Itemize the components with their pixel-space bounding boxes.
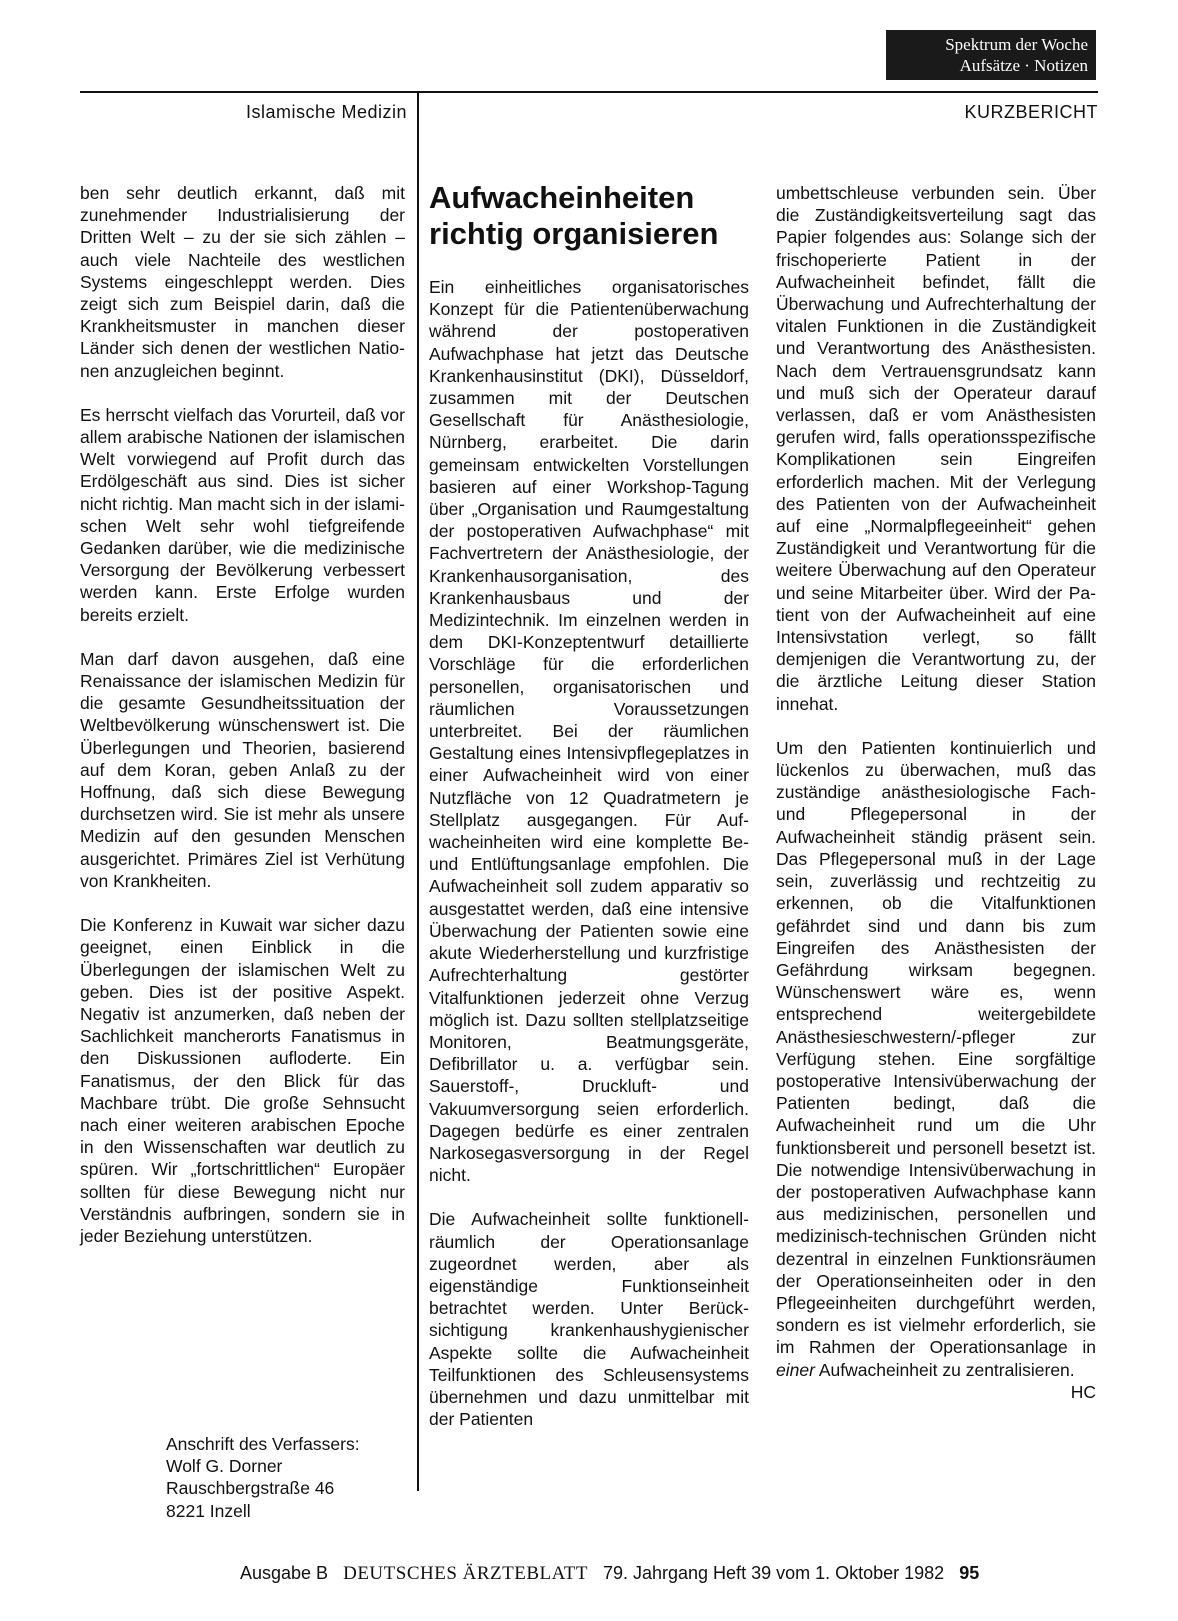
- address-street: Rauschbergstraße 46: [166, 1478, 335, 1499]
- address-city: 8221 Inzell: [166, 1500, 251, 1521]
- paragraph: Die Konferenz in Kuwait war sicher dazu geeignet, einen Einblick in die Überlegungen der islamischen Welt zu geben. Dies ist der positive Aspekt. Negativ ist anzumerken, daß neben der Sachlichkeit mancherorts Fanatismus in den Diskussionen aufloderte. Ein Fanatismus, der den Blick für das Machbare trübt. Die große Sehnsucht nach einer weiteren arabischen Epoche in den Wissenschaften war deutlich zu spüren. Wir „fortschrittlichen“ Europäer sollten für diese Bewegung nicht nur Verständnis aufbringen, sondern sie in jeder Beziehung unterstützen.: [80, 915, 405, 1246]
- paragraph: Man darf davon ausgehen, daß eine Renaissance der islamischen Medizin für die gesamte Gesundheitssituation der Weltbevölkerung wünschenswert ist. Die Überlegungen und Theorien, basierend auf dem Koran, geben Anlaß zu der Hoffnung, daß sich diese Bewegung durchsetzen wird. Sie ist mehr als unsere Medizin auf den gesunden Menschen ausgerichtet. Primäres Ziel ist Verhütung von Krankheiten.: [80, 648, 405, 891]
- badge-line-2: Aufsätze · Notizen: [959, 56, 1088, 75]
- paragraph: umbettschleuse verbunden sein. Über die Zuständigkeitsverteilung sagt das Papier folgendes aus: Solange sich der frischoperierte Patient in der Aufwacheinheit befindet, fällt die Überwachung und Aufrechterhaltung der vitalen Funktionen in die Zuständigkeit und Verantwortung des Anästhesisten. Nach dem Vertrauensgrundsatz kann und muß sich der Operateur darauf verlassen, daß er vom Anästhesisten gerufen wird, falls operationsspezifische Komplikationen sein Eingreifen erforderlich machen. Mit der Verlegung des Patienten von der Aufwacheinheit auf eine „Normalpflegeeinheit“ gehen Zuständigkeit und Verantwortung für die weitere Überwachung auf den Operateur und seine Mitarbeiter über. Wird der Patient von der Aufwacheinheit auf eine Intensivstation verlegt, so fällt demjenigen die Verantwortung zu, der die ärztliche Leitung dieser Station innehat.: [776, 183, 1096, 714]
- paragraph: Die Aufwacheinheit sollte funktionell-räumlich der Operationsanlage zugeordnet werden, aber als eigenständige Funktionseinheit betrachtet werden. Unter Berücksichtigung krankenhaushygienischer Aspekte sollte die Aufwacheinheit Teilfunktionen des Schleusensystems übernehmen und dazu unmittelbar mit der Patienten: [429, 1209, 749, 1430]
- magazine-name: DEUTSCHES ÄRZTEBLATT: [343, 1563, 588, 1584]
- emphasis: einer: [776, 1359, 815, 1380]
- edition-label: Ausgabe B: [240, 1563, 329, 1583]
- paragraph: [776, 737, 1096, 1402]
- author-address: [166, 1433, 426, 1522]
- section-badge: [886, 30, 1096, 80]
- short-report-column-1: [429, 276, 749, 1452]
- section-title-right: KURZBERICHT: [964, 102, 1098, 122]
- paragraph-text: Um den Patienten kontinuierlich und lückenlos zu überwachen, muß das zuständige anästhesiologische Fach- und Pflegepersonal in der Aufwacheinheit ständig präsent sein. Das Pflegepersonal muß in der Lage sein, zuverlässig und rechtzeitig zu erkennen, ob die Vitalfunktionen gefährdet sind und dann bis zum Eingreifen des Anästhesisten der Gefährdung wirksam begegnen. Wünschenswert wäre es, wenn entsprechend weitergebildete Anästhesieschwestern/-pfleger zur Verfügung stehen. Eine sorgfältige postoperative Intensivüberwachung der Patienten bedingt, daß die Aufwacheinheit rund um die Uhr funktionsbereit und personell besetzt ist. Die notwendige Intensivüberwachung in der postoperativen Aufwachphase kann aus medizinischen, personellen und medizinisch-technischen Gründen nicht dezentral in einzelnen Funktionsräumen der Operationseinheiten oder in den Pflegeeinheiten durchgeführt werden, sondern es ist vielmehr erforderlich, sie im Rahmen der Operationsanlage in: [776, 737, 1096, 1358]
- paragraph: Es herrscht vielfach das Vorurteil, daß vor allem arabische Nationen der islamischen Welt vorwiegend auf Profit durch das Erdölgeschäft aus sind. Dies ist sicher nicht richtig. Man macht sich in der islamischen Welt sehr wohl tiefgreifende Gedanken darüber, wie die medizinische Versorgung der Bevölkerung verbessert werden kann. Erste Erfolge wurden bereits erzielt.: [80, 404, 405, 625]
- article-continuation-column: [80, 182, 405, 1269]
- address-label: Anschrift des Verfassers:: [166, 1434, 360, 1454]
- author-name: Wolf G. Dorner: [166, 1456, 283, 1477]
- author-initials: HC: [1070, 1381, 1096, 1402]
- article-headline: Aufwacheinheiten richtig organisieren: [429, 180, 719, 251]
- page-number: 95: [959, 1563, 980, 1583]
- paragraph: Ein einheitliches organisatorisches Konzept für die Patientenüberwachung während der postoperativen Aufwachphase hat jetzt das Deutsche Krankenhausinstitut (DKI), Düsseldorf, zusammen mit der Deutschen Gesellschaft für Anästhesiologie, Nürnberg, erarbeitet. Die darin gemeinsam entwickelten Vorstellungen basieren auf einer Workshop-Tagung über „Organisation und Raumgestaltung der postoperativen Aufwachphase“ mit Fachvertretern der Anästhesiologie, der Krankenhausorganisation, des Krankenhausbaus und der Medizintechnik. Im einzelnen werden in dem DKI-Konzeptentwurf detaillierte Vorschläge für die erforderlichen personellen, organisatorischen und räumlichen Voraussetzungen unterbreitet. Bei der räumlichen Gestaltung eines Intensivpflegeplatzes in einer Aufwacheinheit wird von einer Nutzfläche von 12 Quadratmetern je Stellplatz ausgegangen. Für Aufwacheinheiten wird eine komplette Be- und Entlüftungsanlage empfohlen. Die Aufwacheinheit soll zudem apparativ so ausgestattet werden, daß eine intensive Überwachung der Patienten sowie eine akute Wiederherstellung und kurzfristige Aufrechterhaltung gestörter Vitalfunktionen jederzeit ohne Verzug möglich ist. Dazu sollten stellplatzseitige Monitoren, Beatmungsgeräte, Defibrillator u. a. verfügbar sein. Sauerstoff-, Druckluft- und Vakuumversorgung seien erforderlich. Dagegen bedürfe es einer zentralen Narkosegasversorgung in der Regel nicht.: [429, 277, 749, 1186]
- short-report-column-2: [776, 182, 1096, 1403]
- paragraph: ben sehr deutlich erkannt, daß mit zunehmender Industrialisierung der Dritten Welt – zu der sie sich zählen – auch viele Nachteile des westlichen Systems eingeschleppt werden. Dies zeigt sich zum Beispiel darin, daß die Krankheitsmuster in manchen dieser Länder sich denen der westlichen Nationen anzugleichen beginnt.: [80, 183, 405, 381]
- paragraph-text: Aufwacheinheit zu zentralisieren.: [814, 1359, 1075, 1380]
- section-title-left: Islamische Medizin: [245, 102, 407, 122]
- column-divider-rule: [417, 91, 419, 1491]
- issue-info: 79. Jahrgang Heft 39 vom 1. Oktober 1982: [602, 1563, 945, 1583]
- header-rule: [80, 91, 1098, 93]
- page-footer: [240, 1563, 1098, 1585]
- badge-line-1: Spektrum der Woche: [945, 35, 1088, 54]
